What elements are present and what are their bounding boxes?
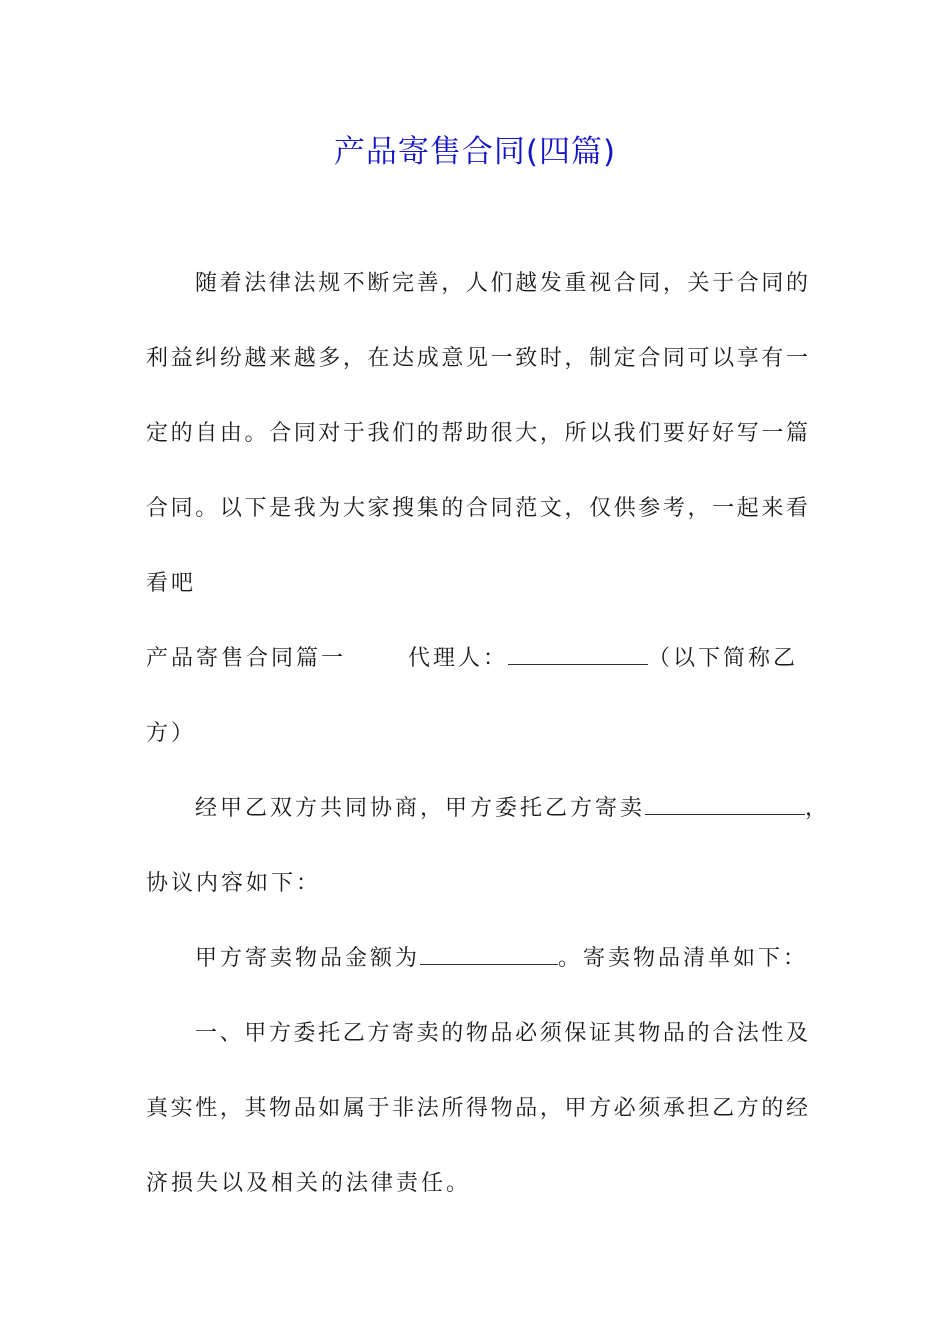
intro-line: 合同。以下是我为大家搜集的合同范文，仅供参考，一起来看	[146, 496, 808, 521]
consult-continued: 协议内容如下：	[146, 871, 322, 896]
section-heading: 产品寄售合同篇一	[146, 646, 347, 671]
agent-suffix: （以下简称乙	[648, 646, 799, 671]
amount-text: 甲方寄卖物品金额为	[195, 946, 421, 971]
agent-label: 代理人：	[408, 646, 509, 671]
clause-line: 真实性，其物品如属于非法所得物品，甲方必须承担乙方的经	[146, 1096, 808, 1121]
amount-blank	[420, 942, 558, 965]
document-title: 产品寄售合同(四篇)	[333, 134, 617, 170]
agent-suffix-continued: 方）	[146, 721, 197, 746]
agent-blank	[508, 642, 648, 665]
consult-end: ，	[805, 796, 831, 821]
amount-end: 。寄卖物品清单如下：	[558, 946, 809, 971]
goods-blank	[645, 792, 805, 815]
consult-line	[195, 789, 831, 829]
intro-line: 看吧	[146, 571, 197, 596]
clause-line: 一、甲方委托乙方寄卖的物品必须保证其物品的合法性及	[195, 1021, 808, 1046]
clause-line: 济损失以及相关的法律责任。	[146, 1171, 472, 1196]
amount-line	[195, 939, 808, 979]
section-heading-line	[146, 639, 808, 679]
intro-line: 定的自由。合同对于我们的帮助很大，所以我们要好好写一篇	[146, 421, 808, 446]
intro-line: 随着法律法规不断完善，人们越发重视合同，关于合同的	[195, 271, 808, 296]
consult-text: 经甲乙双方共同协商，甲方委托乙方寄卖	[195, 796, 646, 821]
intro-line: 利益纠纷越来越多，在达成意见一致时，制定合同可以享有一	[146, 346, 808, 371]
